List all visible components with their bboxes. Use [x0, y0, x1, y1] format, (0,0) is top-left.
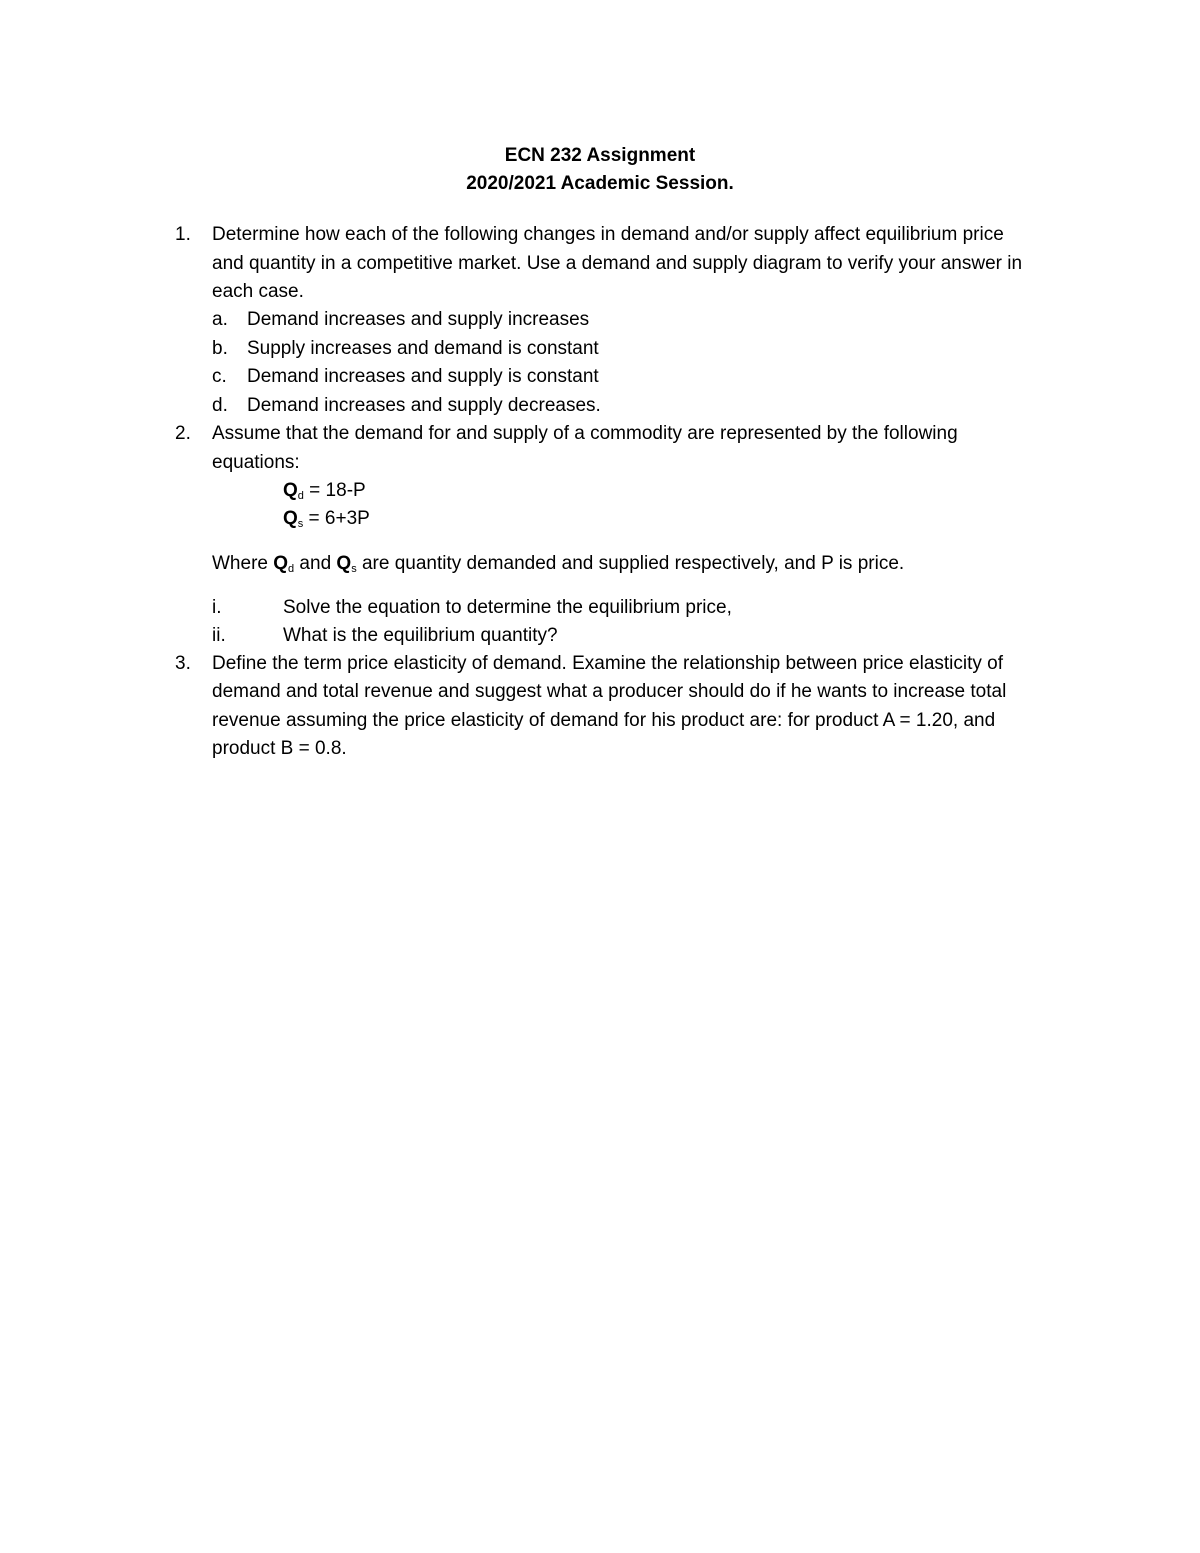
question-1-line-2: and quantity in a competitive market. Use a demand and supply diagram to verify your answer in — [212, 253, 1023, 274]
question-3-line-4: product B = 0.8. — [212, 738, 347, 759]
question-1-line-3: each case. — [212, 281, 304, 302]
where-statement — [212, 550, 904, 578]
question-2-number: 2. — [175, 423, 191, 444]
supply-rhs: = 6+3P — [303, 508, 370, 529]
question-3-line-2: demand and total revenue and suggest what a producer should do if he wants to increase total — [212, 681, 1007, 702]
question-1d-text: Demand increases and supply decreases. — [247, 395, 601, 416]
question-2ii-label: ii. — [212, 625, 226, 646]
question-2i-label: i. — [212, 597, 222, 618]
question-1b-text: Supply increases and demand is constant — [247, 338, 599, 359]
question-1-number: 1. — [175, 224, 191, 245]
supply-equation — [283, 505, 370, 533]
question-1b-label: b. — [212, 338, 228, 359]
question-1c-label: c. — [212, 366, 227, 387]
question-1d-label: d. — [212, 395, 228, 416]
demand-subscript: d — [297, 490, 304, 502]
where-text-3: are quantity demanded and supplied respectively, and P is price. — [356, 553, 905, 574]
where-qs-subscript: s — [351, 563, 357, 575]
where-qd-symbol: Q — [273, 553, 289, 574]
question-1a-label: a. — [212, 309, 228, 330]
demand-equation — [283, 477, 366, 505]
where-qd-subscript: d — [288, 563, 295, 575]
question-1c-text: Demand increases and supply is constant — [247, 366, 599, 387]
supply-subscript: s — [297, 518, 304, 530]
demand-q-symbol: Q — [283, 480, 298, 501]
demand-rhs: = 18-P — [303, 480, 366, 501]
question-1a-text: Demand increases and supply increases — [247, 309, 590, 330]
supply-q-symbol: Q — [283, 508, 298, 529]
question-2ii-text: What is the equilibrium quantity? — [283, 625, 558, 646]
question-3-line-1: Define the term price elasticity of demand. Examine the relationship between price elasticity of — [212, 653, 1004, 674]
question-2i-text: Solve the equation to determine the equilibrium price, — [283, 597, 732, 618]
where-text-1: Where — [212, 553, 274, 574]
academic-session: 2020/2021 Academic Session. — [466, 173, 734, 194]
document-title: ECN 232 Assignment — [504, 145, 696, 166]
question-1-line-1: Determine how each of the following changes in demand and/or supply affect equilibrium price — [212, 224, 1004, 245]
question-3-number: 3. — [175, 653, 191, 674]
question-2-line-1: Assume that the demand for and supply of a commodity are represented by the following — [212, 423, 958, 444]
question-3-line-3: revenue assuming the price elasticity of demand for his product are: for product A = 1.20, and — [212, 710, 996, 731]
question-2-line-2: equations: — [212, 452, 300, 473]
where-text-2: and — [294, 553, 337, 574]
where-qs-symbol: Q — [336, 553, 352, 574]
